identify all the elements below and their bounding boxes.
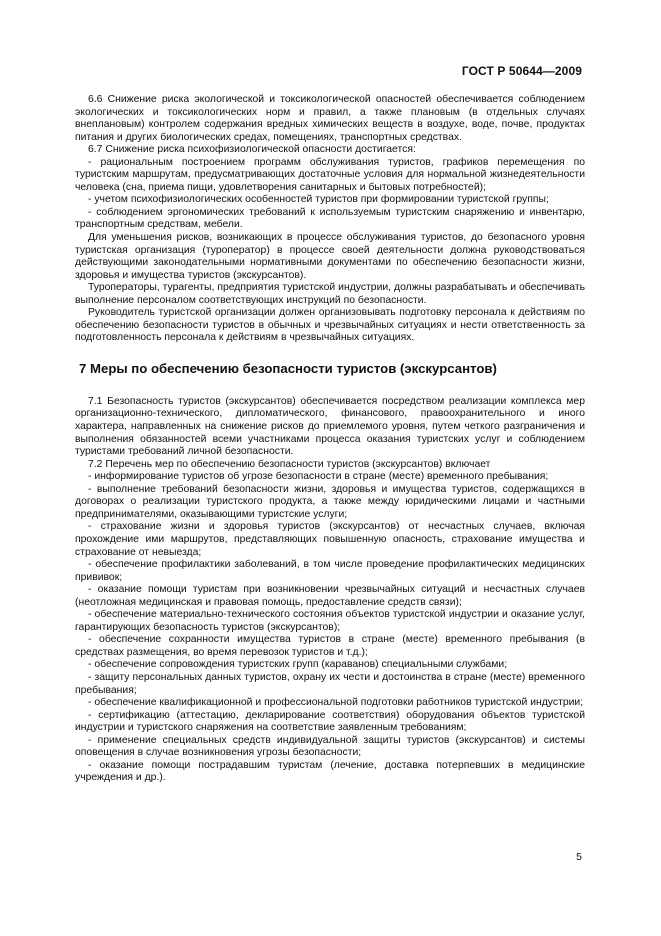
paragraph: Для уменьшения рисков, возникающих в процессе обслуживания туристов, до безопасного уровня туристская организация (туроператор) в процессе своей деятельности должна руководствоваться действующими законодательными нормативными документами по обеспечению безопасности жизни, здоровья и имущества туристов (экскурсантов). xyxy=(75,232,585,281)
clause-7-1: 7.1 Безопасность туристов (экскурсантов) обеспечивается посредством реализации комплекса мер организационно-технического, дипломатического, финансового, правоохранительного и иного характера, направленных на снижение рисков до приемлемого уровня, путем четкого разграничения и выполнения обязанностей всеми участниками процесса оказания туристских услуг и соблюдением туристами требований личной безопасности. xyxy=(75,395,585,458)
list-item: - сертификацию (аттестацию, декларирование соответствия) оборудования объектов туристской индустрии и туристского снаряжения на соответствие заявленным требованиям; xyxy=(75,709,585,734)
clause-6-6: 6.6 Снижение риска экологической и токсикологической опасностей обеспечивается соблюдением экологических и токсикологических норм и правил, а также плановым (в отдельных случаях внеплановым) контролем содержания вредных химических веществ в воздухе, воде, почве, продуктах питания и других биологических средах, помещениях, транспортных средствах. xyxy=(75,94,585,143)
paragraph: Туроператоры, турагенты, предприятия туристской индустрии, должны разрабатывать и обеспечивать выполнение персоналом соответствующих инструкций по безопасности. xyxy=(75,282,585,306)
document-header-id: ГОСТ Р 50644—2009 xyxy=(461,64,582,78)
clause-7-2: 7.2 Перечень мер по обеспечению безопасности туристов (экскурсантов) включает xyxy=(88,458,491,470)
list-item: - оказание помощи пострадавшим туристам (лечение, доставка потерпевших в медицинские учреждения и др.). xyxy=(75,759,585,784)
list-item: - обеспечение материально-технического состояния объектов туристской индустрии и оказание услуг, гарантирующих безопасность туристов (экскурсантов); xyxy=(75,609,585,633)
list-item: - оказание помощи туристам при возникновении чрезвычайных ситуаций и несчастных случаев (неотложная медицинская и правовая помощь, предоставление средств связи); xyxy=(75,584,585,608)
list-item: - выполнение требований безопасности жизни, здоровья и имущества туристов, содержащихся в договорах о реализации туристского продукта, а также между юридическими лицами и частными предпринимателями, оказывающими туристские услуги; xyxy=(75,483,585,520)
document-body xyxy=(75,94,585,785)
list-item: - применение специальных средств индивидуальной защиты туристов (экскурсантов) и системы оповещения в случае возникновения угрозы безопасности; xyxy=(75,734,585,759)
clause-6-7: 6.7 Снижение риска психофизиологической опасности достигается: xyxy=(88,144,416,156)
page-number: 5 xyxy=(576,851,582,863)
list-item: - страхование жизни и здоровья туристов (экскурсантов) от несчастных случаев, включая прохождение ими маршрутов, представляющих повышенную опасность, страхование имущества и страхование от невыезда; xyxy=(75,521,585,558)
section-7-heading: 7 Меры по обеспечению безопасности туристов (экскурсантов) xyxy=(79,360,497,376)
list-item: - соблюдением эргономических требований к используемым туристским снаряжению и инвентарю, транспортным средствам, мебели. xyxy=(75,206,585,231)
list-item: - рациональным построением программ обслуживания туристов, графиков перемещения по туристским маршрутам, предусматривающих достаточные условия для нормальной жизнедеятельности человека (сна, приема пищи, удовлетворения санитарных и бытовых потребностей); xyxy=(75,156,585,193)
list-item: - обеспечение сохранности имущества туристов в стране (месте) временного пребывания (в средствах размещения, во время перевозок туристов и т.д.); xyxy=(75,634,585,658)
list-item: - обеспечение квалификационной и профессиональной подготовки работников туристской индустрии; xyxy=(88,697,584,709)
list-item: - обеспечение профилактики заболеваний, в том числе проведение профилактических медицинских прививок; xyxy=(75,559,585,583)
list-item: - защиту персональных данных туристов, охрану их чести и достоинства в стране (месте) временного пребывания; xyxy=(75,671,585,696)
list-item: - обеспечение сопровождения туристских групп (караванов) специальными службами; xyxy=(88,659,508,671)
list-item: - учетом психофизиологических особенностей туристов при формировании туристской группы; xyxy=(88,194,549,206)
paragraph: Руководитель туристской организации должен организовывать подготовку персонала к действиям по обеспечению безопасности туристов в обычных и чрезвычайных ситуациях и нести ответственность за подготовленность персонала к действиям в чрезвычайных ситуациях. xyxy=(75,307,585,344)
list-item: - информирование туристов об угрозе безопасности в стране (месте) временного пребывания; xyxy=(88,471,549,483)
